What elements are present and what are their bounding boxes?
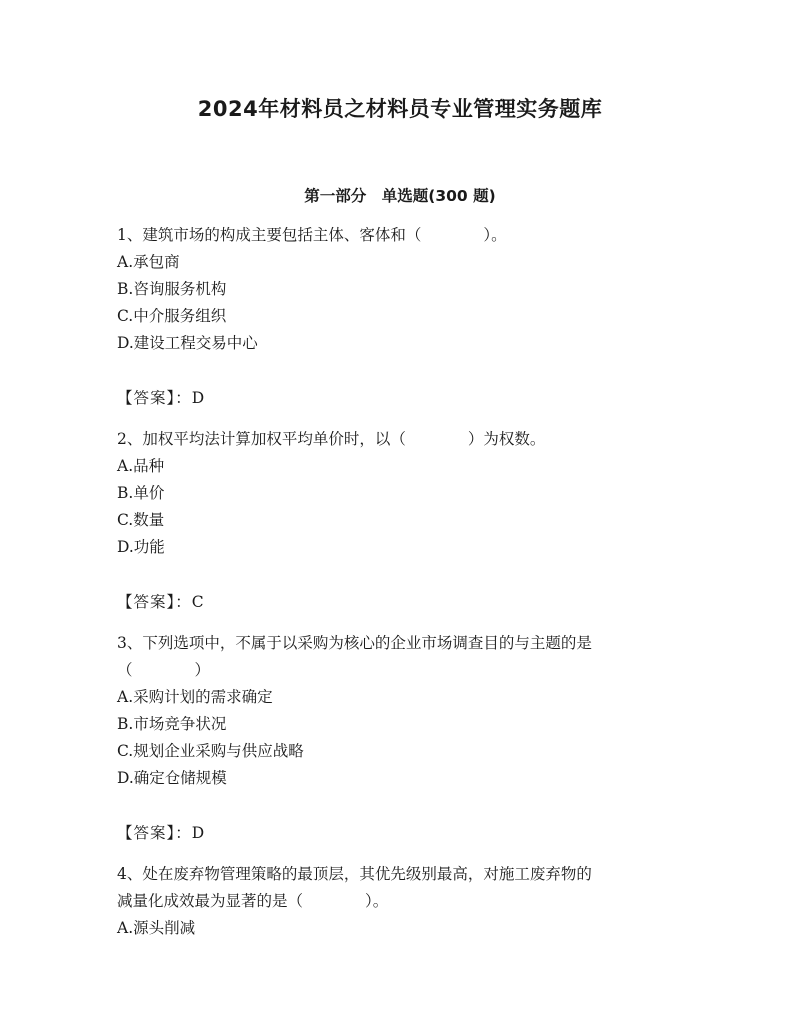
option-a: A.品种 <box>117 457 165 475</box>
option-d: D.功能 <box>117 538 165 556</box>
section-heading: 第一部分 单选题(300 题) <box>304 187 496 205</box>
option-b: B.单价 <box>117 484 165 502</box>
option-a: A.源头削减 <box>117 919 196 937</box>
document-title: 2024年材料员之材料员专业管理实务题库 <box>197 97 603 121</box>
question-stem: 4、处在废弃物管理策略的最顶层，其优先级别最高，对施工废弃物的 <box>117 865 592 883</box>
option-c: C.规划企业采购与供应战略 <box>117 742 304 760</box>
answer-line: 【答案】：D <box>117 389 206 407</box>
question-stem: 1、建筑市场的构成主要包括主体、客体和（ ）。 <box>117 226 507 244</box>
option-d: D.确定仓储规模 <box>117 769 227 787</box>
option-a: A.承包商 <box>117 253 180 271</box>
option-b: B.市场竞争状况 <box>117 715 227 733</box>
option-d: D.建设工程交易中心 <box>117 334 258 352</box>
question-stem: 2、加权平均法计算加权平均单价时，以（ ）为权数。 <box>117 430 546 448</box>
question-stem-continued: 减量化成效最为显著的是（ ）。 <box>117 892 389 910</box>
option-c: C.数量 <box>117 511 165 529</box>
option-c: C.中介服务组织 <box>117 307 227 325</box>
answer-line: 【答案】：D <box>117 824 206 842</box>
answer-line: 【答案】：C <box>117 593 205 611</box>
option-a: A.采购计划的需求确定 <box>117 688 273 706</box>
question-stem-continued: （ ） <box>117 661 211 679</box>
option-b: B.咨询服务机构 <box>117 280 227 298</box>
question-stem: 3、下列选项中，不属于以采购为核心的企业市场调查目的与主题的是 <box>117 634 592 652</box>
